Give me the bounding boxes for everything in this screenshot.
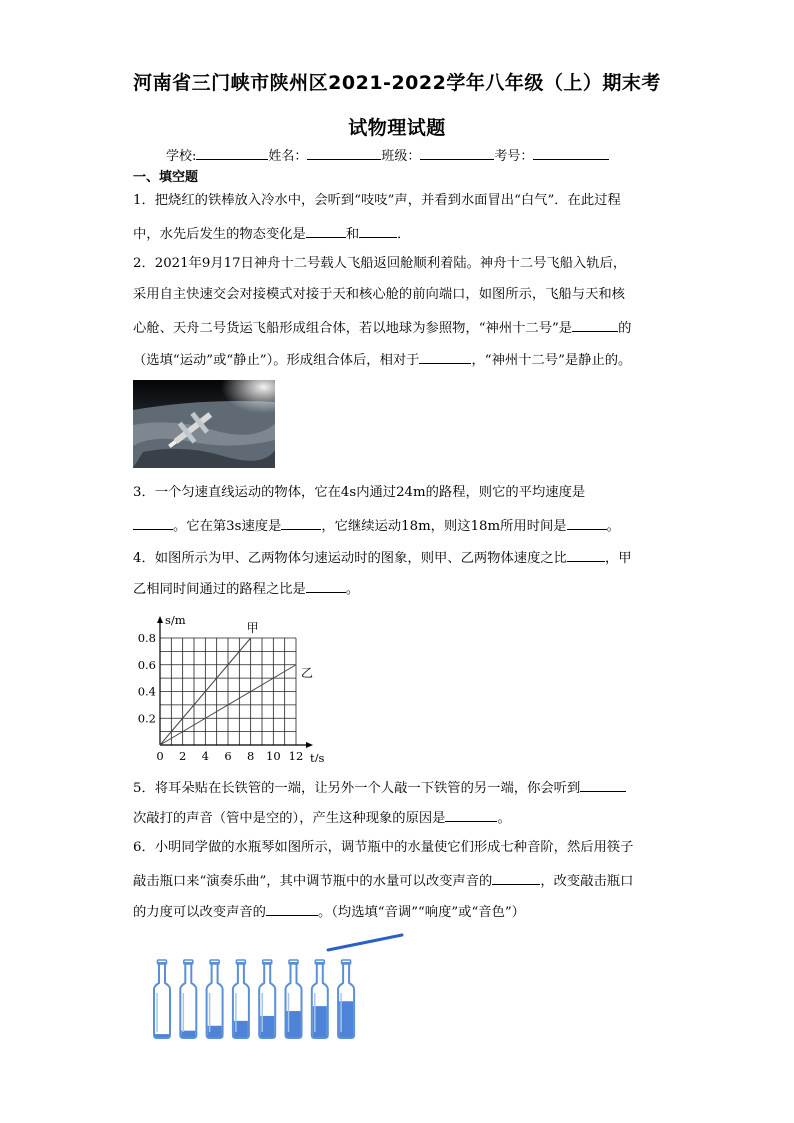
- q2-text-c: （选填“运动”或“静止”）。形成组合体后，相对于: [133, 353, 420, 368]
- q2-blank-2[interactable]: [419, 350, 471, 364]
- st-graph: [133, 612, 333, 762]
- spacecraft-photo-svg: [133, 380, 275, 468]
- q2-text-a: 心舱、天舟二号货运飞船形成组合体，若以地球为参照物，“神州十二号”是: [133, 321, 573, 336]
- q6-text-b: ，改变敲击瓶口: [540, 874, 634, 889]
- q1-line1: 1．把烧红的铁棒放入冷水中，会听到“吱吱”声，并看到水面冒出“白气”．在此过程: [133, 193, 621, 208]
- q3-blank-2[interactable]: [281, 516, 321, 530]
- y-tick-label: 0.6: [137, 657, 156, 672]
- class-label: 班级：: [381, 149, 421, 164]
- water-bottle-xylophone: [150, 928, 420, 1043]
- bottle: [154, 960, 170, 1038]
- student-info-row: [166, 145, 609, 164]
- series-label-0: 甲: [246, 621, 259, 635]
- q2-text-b: 的: [618, 321, 632, 336]
- q1-text-a: 中，水先后发生的物态变化是: [133, 227, 306, 242]
- bottle: [180, 960, 196, 1038]
- x-tick-label: 12: [288, 749, 304, 762]
- q5-line1: [133, 778, 626, 797]
- x-axis-arrow: [306, 742, 313, 748]
- bottle: [207, 960, 223, 1038]
- x-tick-label: 4: [201, 749, 209, 762]
- spacecraft-photo: [133, 380, 275, 468]
- exam-title-line2: 试物理试题: [348, 117, 446, 139]
- number-blank[interactable]: [533, 147, 609, 160]
- x-tick-label: 6: [224, 749, 232, 762]
- bottle: [233, 960, 249, 1038]
- series-label-1: 乙: [301, 665, 314, 680]
- section-title: 一、填空题: [133, 170, 199, 185]
- q2-blank-1[interactable]: [572, 318, 618, 332]
- q4-line1: [133, 548, 632, 567]
- y-axis-label: s/m: [165, 613, 186, 627]
- bottle: [259, 960, 275, 1038]
- q5-text-a: 5．将耳朵贴在长铁管的一端，让另外一个人敲一下铁管的另一端，你会听到: [133, 781, 581, 796]
- bottle: [338, 960, 354, 1038]
- q1-line2: [133, 224, 410, 243]
- bottle: [286, 960, 302, 1038]
- sun-glow: [133, 380, 275, 468]
- q6-blank-2[interactable]: [266, 902, 318, 916]
- q3-text-b: ，它继续运动18m，则这18m所用时间是: [321, 519, 567, 534]
- q6-line3: [133, 902, 525, 921]
- q6-text-a: 敲击瓶口来“演奏乐曲”，其中调节瓶中的水量可以改变声音的: [133, 874, 493, 889]
- q2-line1: 2．2021年9月17日神舟十二号载人飞船返回舱顺利着陆。神舟十二号飞船入轨后，: [133, 256, 627, 271]
- q2-line2: 采用自主快速交会对接模式对接于天和核心舱的前向端口，如图所示，飞船与天和核: [133, 287, 625, 302]
- x-tick-label: 0: [156, 749, 164, 762]
- exam-title-line1: 河南省三门峡市陕州区2021-2022学年八年级（上）期末考: [133, 72, 661, 94]
- q1-blank-2[interactable]: [359, 224, 397, 238]
- q4-text-d: 。: [345, 582, 360, 597]
- q3-blank-1[interactable]: [133, 516, 173, 530]
- q4-blank-1[interactable]: [567, 548, 605, 562]
- class-blank[interactable]: [420, 147, 494, 160]
- q6-line1: 6．小明同学做的水瓶琴如图所示，调节瓶中的水量使它们形成七种音阶，然后用筷子: [133, 840, 634, 855]
- q4-text-a: 4．如图所示为甲、乙两物体匀速运动时的图象，则甲、乙两物体速度之比: [133, 551, 567, 566]
- q6-blank-1[interactable]: [492, 871, 540, 885]
- q5-text-c: 。: [497, 811, 511, 826]
- x-tick-label: 2: [179, 749, 187, 762]
- school-label: 学校:: [166, 149, 197, 164]
- bottle: [312, 960, 328, 1038]
- x-tick-label: 10: [266, 749, 281, 762]
- q6-text-c: 的力度可以改变声音的: [133, 905, 266, 920]
- name-label: 姓名：: [268, 149, 308, 164]
- y-tick-label: 0.4: [137, 684, 156, 699]
- q5-blank-1[interactable]: [580, 778, 626, 792]
- number-label: 考号：: [494, 149, 534, 164]
- q4-text-c: 乙相同时间通过的路程之比是: [133, 582, 306, 597]
- name-blank[interactable]: [307, 147, 381, 160]
- y-tick-label: 0.8: [137, 631, 156, 645]
- q1-blank-1[interactable]: [306, 224, 346, 238]
- q6-text-d: 。（均选填“音调”“响度”或“音色”）: [317, 905, 525, 920]
- q5-line2: [133, 808, 511, 827]
- q3-line1: 3．一个匀速直线运动的物体，它在4s内通过24m的路程，则它的平均速度是: [133, 485, 586, 500]
- q4-line2: [133, 579, 359, 598]
- q5-blank-2[interactable]: [445, 808, 497, 822]
- y-axis-arrow: [157, 616, 163, 623]
- y-tick-label: 0.2: [137, 711, 156, 726]
- q4-blank-2[interactable]: [306, 579, 346, 593]
- q5-text-b: 次敲打的声音（管中是空的），产生这种现象的原因是: [133, 811, 446, 826]
- chopstick: [328, 935, 402, 950]
- q3-text-c: 。: [606, 519, 620, 534]
- q6-line2: [133, 871, 633, 890]
- q2-line4: [133, 350, 631, 369]
- q2-line3: [133, 318, 631, 337]
- q1-text-c: ．: [397, 227, 411, 242]
- q1-text-b: 和: [345, 227, 360, 242]
- x-tick-label: 8: [247, 749, 255, 762]
- q3-line2: [133, 516, 620, 535]
- q3-blank-3[interactable]: [567, 516, 607, 530]
- q4-text-b: ，甲: [604, 551, 632, 566]
- school-blank[interactable]: [196, 147, 268, 160]
- q2-text-d: ，“神州十二号”是静止的。: [471, 353, 632, 368]
- st-graph-svg: [133, 612, 333, 762]
- x-axis-label: t/s: [310, 751, 325, 762]
- q3-text-a: 。它在第3s速度是: [173, 519, 282, 534]
- bottles-svg: [150, 928, 420, 1043]
